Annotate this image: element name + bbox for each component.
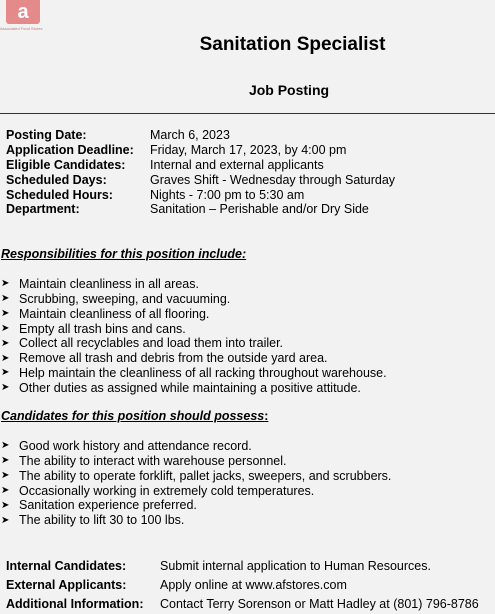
- page-subtitle: Job Posting: [248, 82, 330, 98]
- responsibilities-heading-text: Responsibilities for this position include:: [1, 247, 247, 261]
- detail-label: Eligible Candidates:: [6, 157, 126, 172]
- qualifications-heading-colon: :: [264, 409, 269, 423]
- list-item-text: Maintain cleanliness of all flooring.: [19, 306, 210, 321]
- detail-label: Posting Date:: [6, 128, 87, 142]
- list-item: [1, 439, 391, 454]
- list-item: [1, 381, 387, 396]
- list-item-text: Occasionally working in extremely cold temperatures.: [19, 483, 315, 498]
- arrow-bullet-icon: ➤: [1, 308, 10, 320]
- list-item: [1, 292, 387, 307]
- detail-value: March 6, 2023: [150, 128, 230, 142]
- contact-row-external: [6, 576, 479, 595]
- arrow-bullet-icon: ➤: [1, 455, 10, 467]
- detail-row-hours: [6, 188, 395, 203]
- detail-value: Internal and external applicants: [150, 157, 324, 172]
- arrow-bullet-icon: ➤: [1, 440, 10, 452]
- contact-label: Additional Information:: [6, 597, 144, 611]
- list-item-text: The ability to operate forklift, pallet jacks, sweepers, and scrubbers.: [19, 468, 392, 483]
- responsibilities-list: [1, 277, 387, 396]
- contact-details: [6, 557, 479, 614]
- detail-label: Department:: [6, 202, 80, 217]
- detail-row-posting-date: [6, 128, 395, 143]
- list-item-text: The ability to interact with warehouse personnel.: [19, 453, 287, 468]
- arrow-bullet-icon: ➤: [1, 382, 10, 394]
- detail-label: Application Deadline:: [6, 142, 134, 157]
- arrow-bullet-icon: ➤: [1, 514, 10, 526]
- list-item-text: Empty all trash bins and cans.: [19, 321, 186, 336]
- company-logo: [6, 0, 40, 24]
- list-item: [1, 454, 391, 469]
- list-item: [1, 513, 391, 528]
- contact-label: Internal Candidates:: [6, 559, 127, 573]
- list-item: [1, 351, 387, 366]
- list-item: [1, 469, 391, 484]
- logo-caption: Associated Food Stores: [0, 26, 43, 31]
- list-item: [1, 277, 387, 292]
- arrow-bullet-icon: ➤: [1, 470, 10, 482]
- contact-row-additional: [6, 595, 479, 614]
- detail-row-department: [6, 202, 395, 217]
- detail-row-days: [6, 173, 395, 188]
- list-item: [1, 322, 387, 337]
- contact-value: Submit internal application to Human Resources.: [160, 559, 431, 573]
- list-item: [1, 307, 387, 322]
- contact-label: External Applicants:: [6, 578, 127, 592]
- detail-row-deadline: [6, 143, 395, 158]
- arrow-bullet-icon: ➤: [1, 499, 10, 511]
- contact-value: Contact Terry Sorenson or Matt Hadley at (801) 796-8786: [160, 597, 479, 611]
- logo-letter: a: [17, 1, 29, 23]
- page-title: Sanitation Specialist: [199, 34, 386, 55]
- detail-value: Graves Shift - Wednesday through Saturday: [150, 172, 396, 187]
- list-item-text: Other duties as assigned while maintaining a positive attitude.: [19, 380, 361, 395]
- qualifications-list: [1, 439, 391, 528]
- arrow-bullet-icon: ➤: [1, 337, 10, 349]
- detail-value: Friday, March 17, 2023, by 4:00 pm: [150, 142, 347, 157]
- qualifications-heading: [1, 409, 268, 423]
- header-divider: [0, 113, 495, 114]
- detail-label: Scheduled Days:: [6, 172, 107, 187]
- detail-value: Sanitation – Perishable and/or Dry Side: [150, 202, 369, 217]
- responsibilities-heading: [1, 247, 246, 261]
- contact-row-internal: [6, 557, 479, 576]
- detail-label: Scheduled Hours:: [6, 187, 113, 202]
- list-item-text: Good work history and attendance record.: [19, 439, 252, 453]
- list-item-text: Remove all trash and debris from the outside yard area.: [19, 351, 328, 366]
- list-item: [1, 484, 391, 499]
- arrow-bullet-icon: ➤: [1, 367, 10, 379]
- detail-row-eligible: [6, 158, 395, 173]
- list-item: [1, 336, 387, 351]
- arrow-bullet-icon: ➤: [1, 322, 10, 334]
- list-item: [1, 498, 391, 513]
- list-item-text: The ability to lift 30 to 100 lbs.: [19, 513, 185, 528]
- qualifications-heading-text: Candidates for this position should possess: [1, 409, 265, 423]
- arrow-bullet-icon: ➤: [1, 293, 10, 305]
- arrow-bullet-icon: ➤: [1, 278, 10, 290]
- list-item-text: Sanitation experience preferred.: [19, 498, 197, 513]
- contact-value: Apply online at www.afstores.com: [160, 578, 347, 592]
- detail-value: Nights - 7:00 pm to 5:30 am: [150, 187, 305, 202]
- list-item: [1, 366, 387, 381]
- list-item-text: Collect all recyclables and load them into trailer.: [19, 336, 284, 351]
- list-item-text: Help maintain the cleanliness of all racking throughout warehouse.: [19, 366, 387, 381]
- posting-details: [6, 128, 395, 217]
- arrow-bullet-icon: ➤: [1, 352, 10, 364]
- list-item-text: Scrubbing, sweeping, and vacuuming.: [19, 291, 231, 306]
- arrow-bullet-icon: ➤: [1, 484, 10, 496]
- list-item-text: Maintain cleanliness in all areas.: [19, 277, 199, 291]
